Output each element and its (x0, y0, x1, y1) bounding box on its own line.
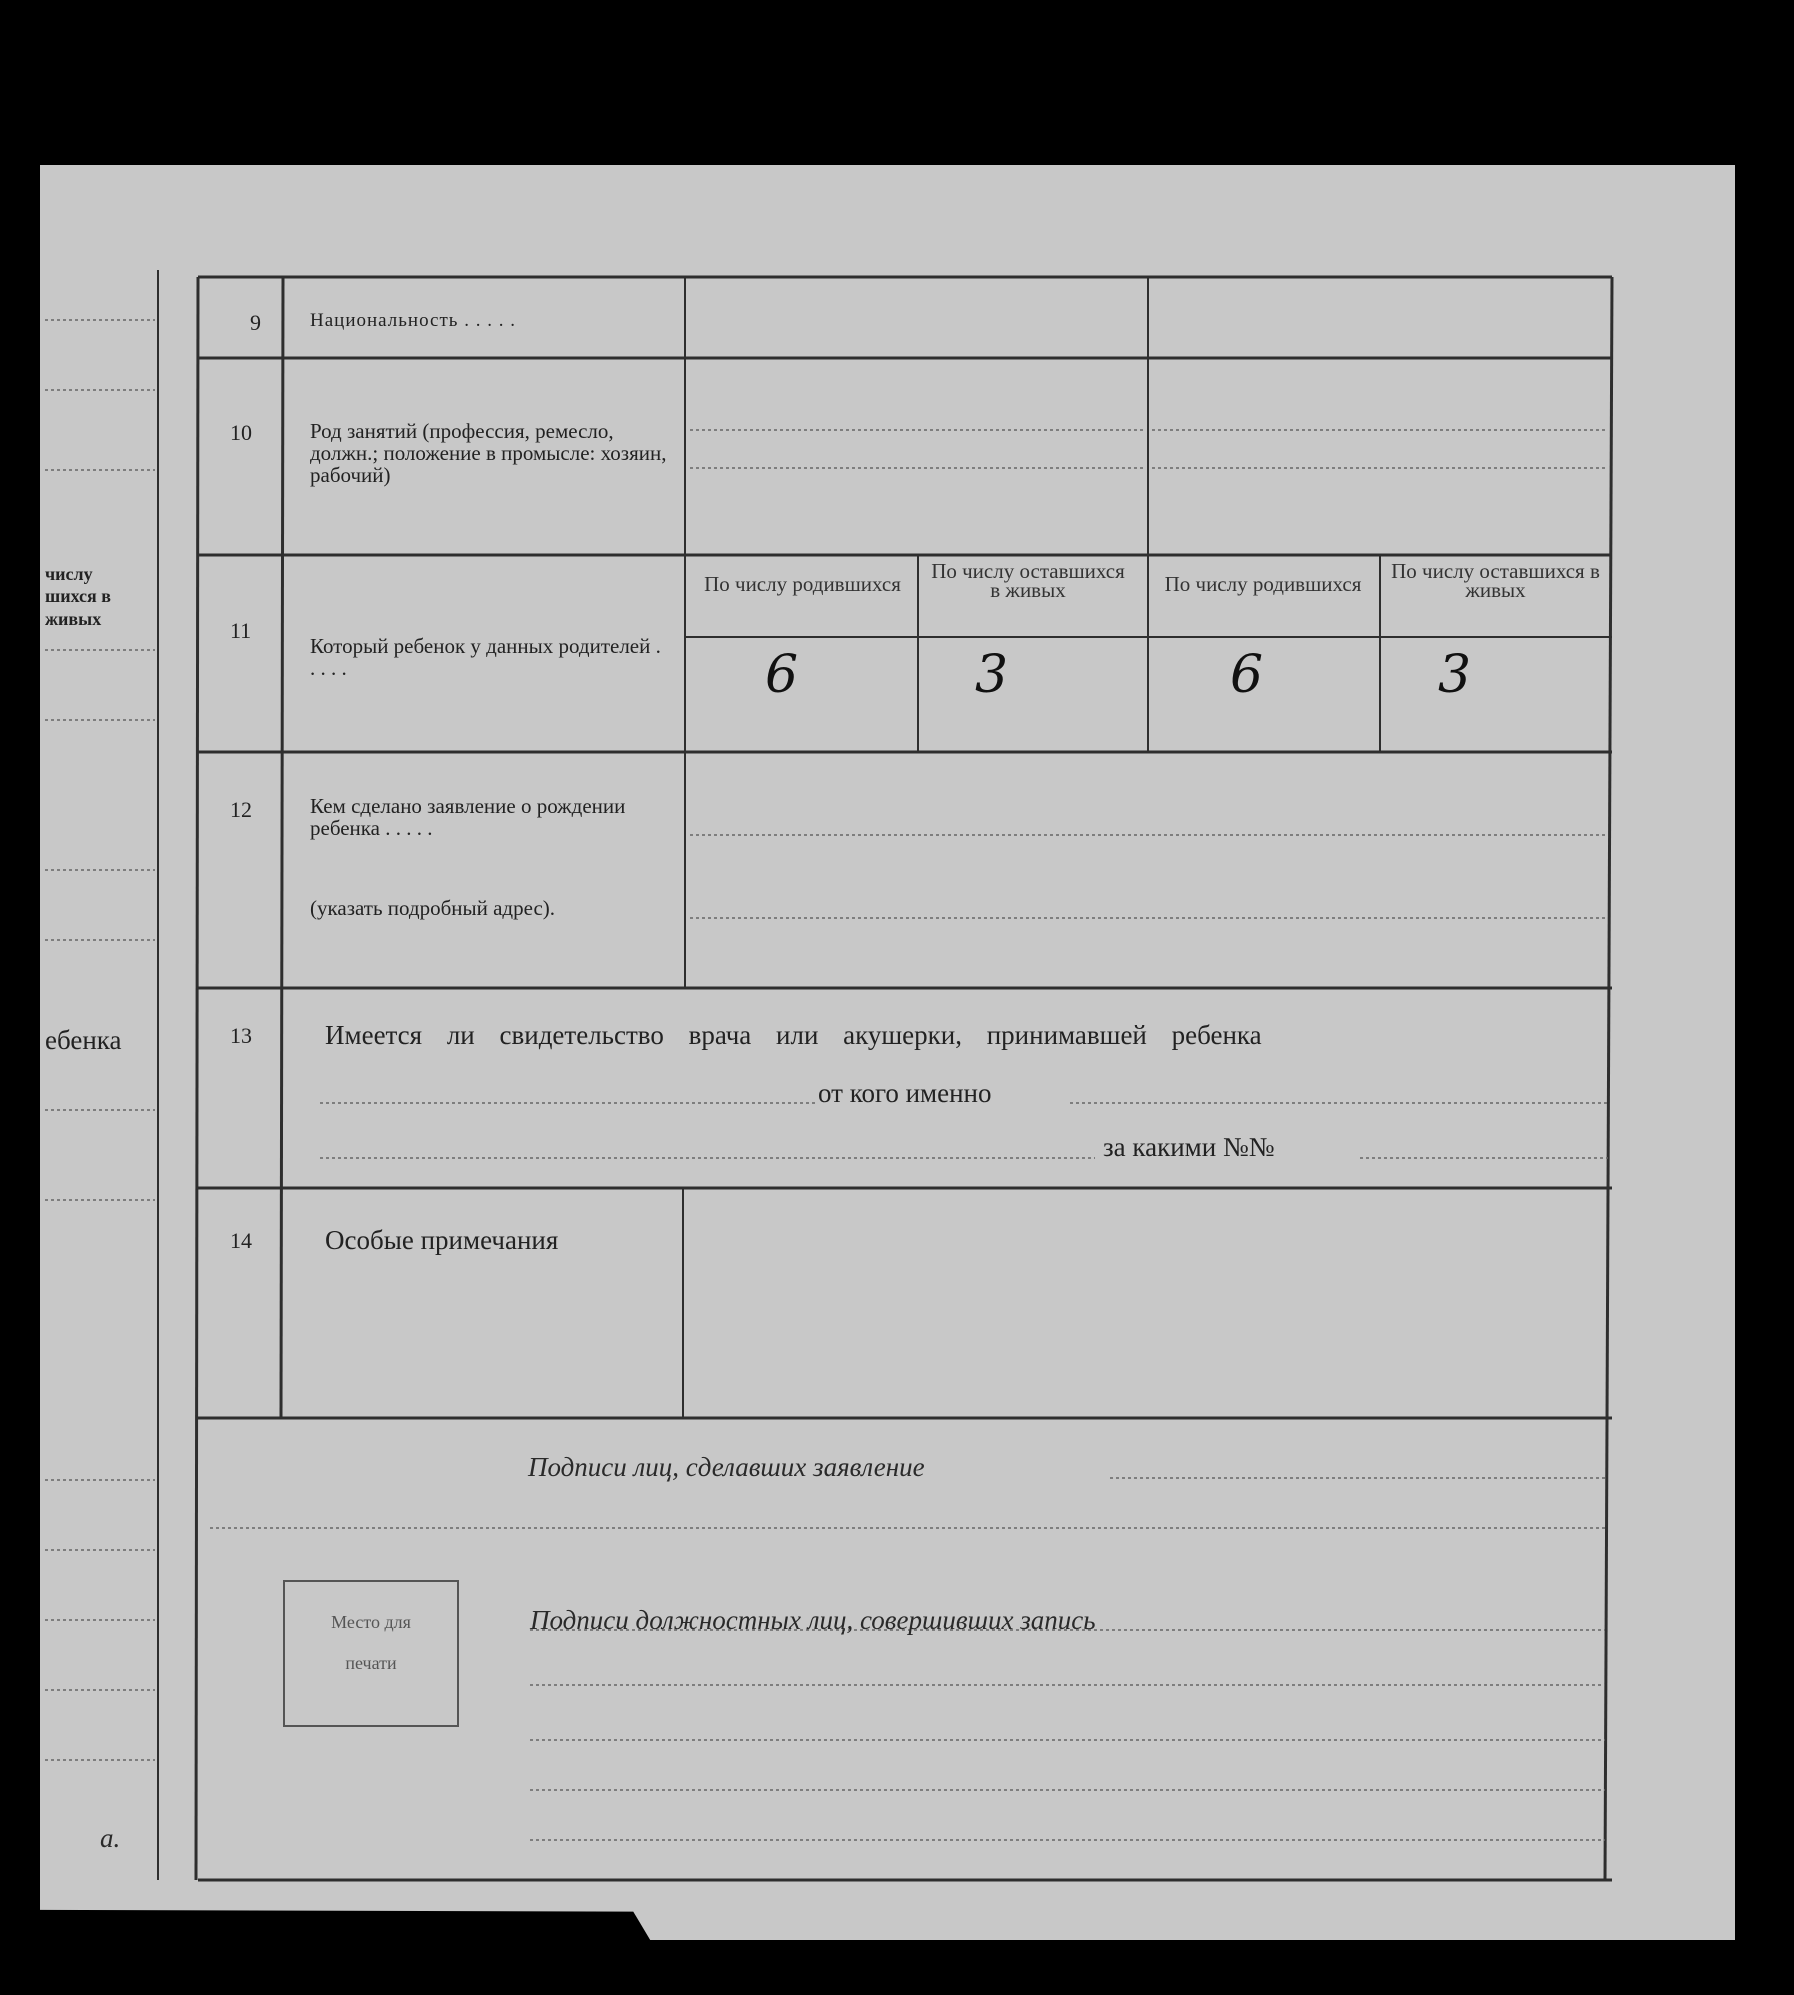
row-sublabel-address: (указать подробный адрес). (310, 896, 556, 920)
fragment-text: живых (45, 609, 102, 629)
seal-label: печати (345, 1653, 397, 1673)
row-number: 9 (250, 310, 261, 335)
column-header: По числу оставшихся в живых (931, 559, 1125, 602)
row-label-declarant: Кем сделано заявление о рождении ребенка . . . . . (310, 794, 626, 840)
column-header: По числу родившихся (1164, 572, 1362, 596)
fragment-text: а. (100, 1823, 121, 1853)
handwritten-value: 3 (975, 645, 1009, 705)
row-number: 12 (230, 797, 252, 822)
fragment-text: ебенка (45, 1025, 122, 1055)
row-label-occupation: Род занятий (профессия, ремесло, должн.; положение в промысле: хозяин, рабочий) (310, 419, 667, 487)
row-number: 13 (230, 1023, 252, 1048)
column-header: По числу оставшихся в живых (1391, 559, 1600, 602)
handwritten-value: 6 (1230, 645, 1264, 705)
fragment-text: числу (45, 564, 93, 584)
row-label-child-order: Который ребенок у данных родителей . . . . . (310, 634, 661, 680)
row-number: 10 (230, 420, 252, 445)
seal-label: Место для (331, 1612, 411, 1632)
row-label-remarks: Особые примечания (325, 1225, 559, 1255)
handwritten-value: 3 (1438, 645, 1472, 705)
handwritten-value: 6 (765, 645, 799, 705)
applicant-signatures-label: Подписи лиц, сделавших заявление (528, 1452, 925, 1482)
fragment-text: шихся в (45, 586, 111, 606)
row-label-certificate: Имеется ли свидетельство врача или акушерки, принимавшей ребенка (325, 1020, 1262, 1050)
row-label-nationality: Национальность . . . . . (310, 310, 516, 331)
seal-box (283, 1580, 459, 1727)
column-header: По числу родившихся (704, 572, 901, 596)
row-number: 11 (230, 618, 252, 643)
row-label-numbers: за какими №№ (1103, 1132, 1275, 1162)
row-label-from-whom: от кого именно (818, 1078, 992, 1108)
row-number: 14 (230, 1228, 252, 1253)
official-signatures-label: Подписи должностных лиц, совершивших запись (530, 1605, 1096, 1635)
